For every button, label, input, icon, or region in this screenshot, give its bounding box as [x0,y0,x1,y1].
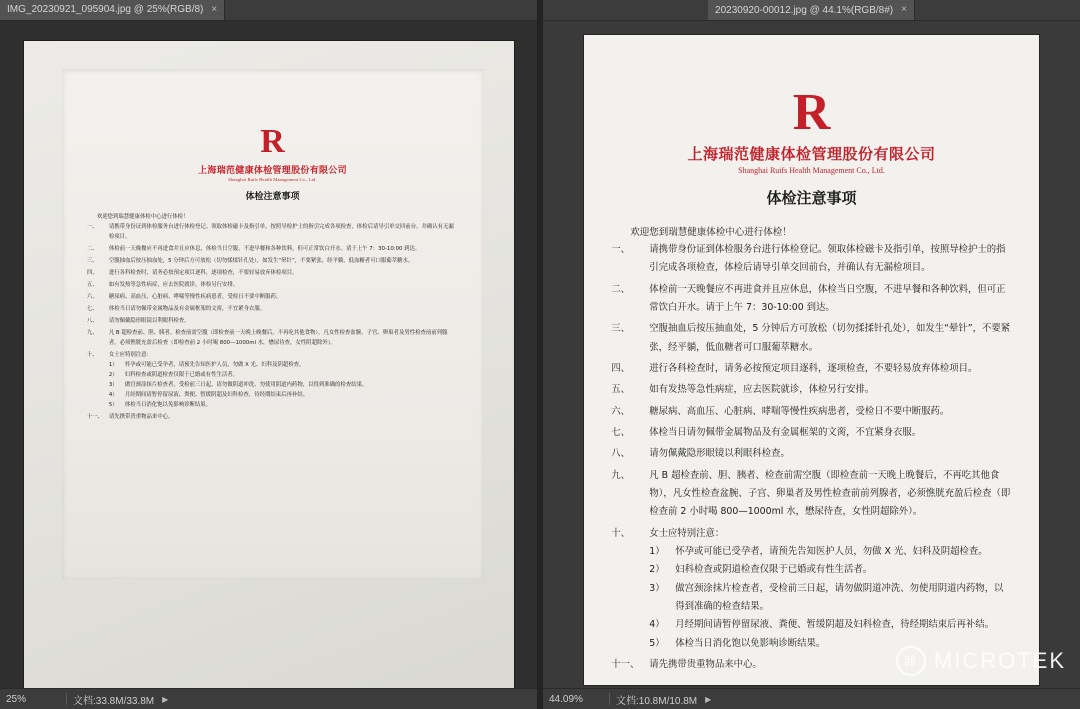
sub-item-text: 月经期间请暂停留尿液、粪便、暂缓阴超及妇科检查，待经期结束后再补结。 [675,619,995,631]
item-number: 一、 [611,244,631,255]
pane-left [0,0,537,688]
pane-right [543,0,1080,688]
list-item [87,268,458,278]
document-image-right [584,35,1039,685]
item-label: 女士应特别注意： [108,351,152,358]
list-item [611,424,1011,442]
item-number: 七、 [86,305,98,312]
document-intro: 欢迎您到瑞慧健康体检中心进行体检！ [96,213,189,220]
tab-bar-right [543,0,1080,21]
sub-list-item [109,370,458,380]
company-name-cn: 上海瑞范健康体检管理股份有限公司 [687,145,936,163]
sub-list [649,543,1011,653]
zoom-level-left[interactable]: 25% [6,693,27,705]
sub-item-number: 2） [108,371,118,378]
chevron-right-icon[interactable]: ▶ [162,694,169,704]
company-name-cn: 上海瑞范健康体检管理股份有限公司 [198,165,347,176]
list-item [87,280,458,290]
item-number: 二、 [86,245,98,252]
item-number: 三、 [86,257,98,264]
sub-list-item [649,561,1011,579]
item-text: 空腹抽血后按压抽血处，5 分钟后方可放松（切勿揉揉针孔处），如发生“晕针”，不要紧张，经平躺，低血糖者可口服葡萃糖水。 [108,257,414,264]
item-number: 五、 [611,384,631,396]
list-item [611,381,1011,399]
list-item [611,281,1011,318]
sub-item-number: 1） [649,545,665,557]
sub-item-text: 做宫颈涂抹片检查者，受检前三日起，请勿做阴道冲洗、勿使用阴道内药物，以得到准确的检查结果。 [124,381,368,388]
sub-item-text: 怀孕或可能已受孕者，请预先告知医护人员，勿做 X 光、妇科及阴超检查。 [675,545,988,557]
item-number: 九、 [86,329,98,336]
item-text: 空腹抽血后按压抽血处，5 分钟后方可放松（切勿揉揉针孔处），如发生“晕针”，不要紧张，经平躺，低血糖者可口服葡萃糖水。 [649,323,1011,353]
sub-item-number: 3） [108,381,118,388]
list-item [611,320,1011,357]
item-number: 五、 [86,281,98,288]
item-number: 八、 [86,317,98,324]
microtek-watermark [896,646,1066,676]
tab-title-left: IMG_20230921_095904.jpg @ 25%(RGB/8) [7,4,204,16]
list-item [87,244,458,254]
tab-title-right: 20230920-00012.jpg @ 44.1%(RGB/8#) [715,4,894,16]
item-text: 凡 B 超检查前、胆、胰者、检查前需空腹（即检查前一天晚上晚餐后，不再吃其他食物），凡女性检查盆腕、子宫、卵巢者及男性检查前前列腺者，必须憔胱充盈后检查（即检查前 2 小时喝 800—1000ml 水，懋尿待查，女性阴超除外）。 [649,469,1011,518]
sub-item-number: 5） [649,637,665,649]
sub-item-number: 2） [649,564,665,576]
canvas-right[interactable] [543,21,1080,688]
canvas-left[interactable] [0,21,537,688]
item-text: 进行各科检查时，请务必按预定项目逐科，逐项检查，不要轻易放弃体检项目。 [108,269,298,276]
divider [66,693,67,705]
document-size-right: 文档:10.8M/10.8M [616,695,698,707]
item-number: 六、 [86,293,98,300]
item-number: 十、 [611,527,631,539]
list-item [611,403,1011,421]
divider [609,693,610,705]
sub-item-number: 4） [108,391,118,398]
list-item [611,241,1011,278]
notice-list-left [87,222,458,422]
item-number: 十、 [86,351,98,358]
list-item [611,360,1011,378]
item-text: 请先携带贵重物品来中心。 [108,413,174,420]
sub-list-item [109,400,458,410]
item-text: 体检前一天晚餐应不再进食并且应休息，体检当日空腹，不进早餐和各种饮料，但可正常饮白开水。请于上午 7：30-10:00 到达。 [649,283,1006,313]
status-bars [0,688,1080,709]
logo-letter-r: R [792,84,831,141]
list-item [611,445,1011,463]
item-text: 体检前一天晚餐应不再进食并且应休息，体检当日空腹，不进早餐和各种饮料，但可正常饮白开水。请于上午 7：30-10:00 到达。 [108,245,421,252]
close-icon[interactable]: × [211,3,218,15]
sub-list-item [109,380,458,390]
item-text: 糖尿病、高血压、心脏病、哮喘等慢性疾病患者，受检日不要中断服药。 [108,293,282,300]
item-text: 请携带身份证到体检服务台进行体检登记。领取体检磁卡及指引单，按照导检护士的指引完成各项检查，体检后请导引单交回前台，并确认有无漏检项目。 [108,223,454,240]
item-text: 如有发热等急性病症，应去医院就诊，体检另行安排。 [108,281,239,288]
company-name-en: Shanghai Ruifs Health Management Co., Ltd. [228,176,317,182]
item-label: 女士应特别注意： [649,527,725,539]
status-bar-left [0,688,537,709]
sub-item-number: 3） [649,582,665,594]
status-bar-right [543,688,1080,709]
watermark-logo-icon: ⌘ [896,646,926,676]
list-item [87,350,458,410]
sub-item-text: 体检当日消化饱以免影响诊断结果。 [124,401,212,408]
tab-bar-left [0,0,537,21]
sub-list-item [649,543,1011,561]
document-title: 体检注意事项 [245,191,300,202]
sub-item-text: 体检当日消化饱以免影响诊断结果。 [675,637,826,649]
sub-item-text: 月经期间请暂停留尿液、粪便、暂缓阴超及妇科检查，待经期结束后再补结。 [124,391,309,398]
close-icon[interactable]: × [901,4,907,15]
sub-list-item [649,580,1011,617]
item-number: 四、 [86,269,98,276]
tab-document-right[interactable] [708,0,915,20]
item-text [649,525,1011,653]
item-text: 糖尿病、高血压、心脏病、哮喘等慢性疾病患者，受检日不要中断服药。 [649,405,950,417]
document-size-left: 文档:33.8M/33.8M [73,695,155,707]
item-text [109,350,458,410]
company-name-en: Shanghai Ruifs Health Management Co., Ltd. [738,166,885,175]
document-intro: 欢迎您到瑞慧健康体检中心进行体检！ [630,227,792,238]
sub-item-number: 5） [108,401,118,408]
item-text: 体检当日请勿佩带金属物品及有金属框架的文脔，不宜紧身衣服。 [108,305,266,312]
sub-item-text: 做宫颈涂抹片检查者，受检前三日起，请勿做阴道冲洗、勿使用阴道内药物，以得到准确的检查结果。 [675,582,1004,612]
list-item [87,222,458,242]
zoom-level-right[interactable]: 44.09% [549,693,583,705]
item-number: 九、 [611,469,631,481]
company-logo [611,84,1011,141]
sub-item-text: 妇科检查或阴道检查仅限于已婚或有性生活者。 [675,564,873,576]
watermark-text: MICROTEK [933,648,1066,673]
item-number: 四、 [611,362,631,374]
chevron-right-icon[interactable]: ▶ [705,694,712,704]
sub-item-number: 4） [649,619,665,631]
item-number: 二、 [611,283,631,295]
list-item [87,304,458,314]
notice-list-right [611,241,1011,674]
list-item [87,256,458,266]
logo-letter-r: R [260,122,285,160]
list-item [87,292,458,302]
sub-item-text: 怀孕或可能已受孕者，请预先告知医护人员，勿做 X 光、妇科及阴超检查。 [124,361,305,368]
document-content-left [62,69,484,422]
item-text: 如有发热等急性病症，应去医院就诊，体检另行安排。 [649,384,875,396]
document-title: 体检注意事项 [766,189,857,207]
sub-list-item [109,390,458,400]
item-number: 八、 [611,448,631,460]
sub-item-number: 1） [108,361,118,368]
item-number: 三、 [611,323,631,335]
item-text: 请勿佩戴隐形眼镜以利眼科检查。 [108,317,190,324]
tab-document-left[interactable] [0,0,225,20]
item-text: 请先携带贵重物品来中心。 [649,658,762,670]
item-number: 十一、 [86,413,103,420]
sub-item-text: 妇科检查或阴道检查仅限于已婚或有性生活者。 [124,371,239,378]
item-text: 请携带身份证到体检服务台进行体检登记。领取体检磁卡及指引单，按照导检护士的指引完成各项检查，体检后请导引单交回前台，并确认有无漏检项目。 [649,244,1006,274]
list-item [611,467,1011,522]
item-text: 进行各科检查时，请务必按预定项目逐科，逐项检查，不要轻易放弃体检项目。 [649,362,978,374]
item-text: 请勿佩戴隐形眼镜以利眼科检查。 [649,448,790,460]
item-number: 七、 [611,426,631,438]
item-text: 凡 B 超检查前、胆、胰者、检查前需空腹（即检查前一天晚上晚餐后，不再吃其他食物），凡女性检查盆腕、子宫、卵巢者及男性检查前前列腺者，必须憔胱充盈后检查（即检查前 2 小时喝 800—1000ml 水，懋尿待查，女性阴超除外）。 [108,329,448,346]
company-logo [87,122,458,160]
item-number: 十一、 [611,658,640,670]
list-item [87,316,458,326]
sub-list-item [649,616,1011,634]
list-item [611,525,1011,653]
sub-list-item [109,360,458,370]
document-content-right [584,35,1039,674]
paper-surface-left [62,69,484,579]
document-image-left [24,41,514,688]
list-item [87,412,458,422]
item-number: 一、 [86,223,98,230]
item-number: 六、 [611,405,631,417]
item-text: 体检当日请勿佩带金属物品及有金属框架的文脔，不宜紧身衣服。 [649,426,922,438]
list-item [87,328,458,348]
sub-list [109,360,458,410]
